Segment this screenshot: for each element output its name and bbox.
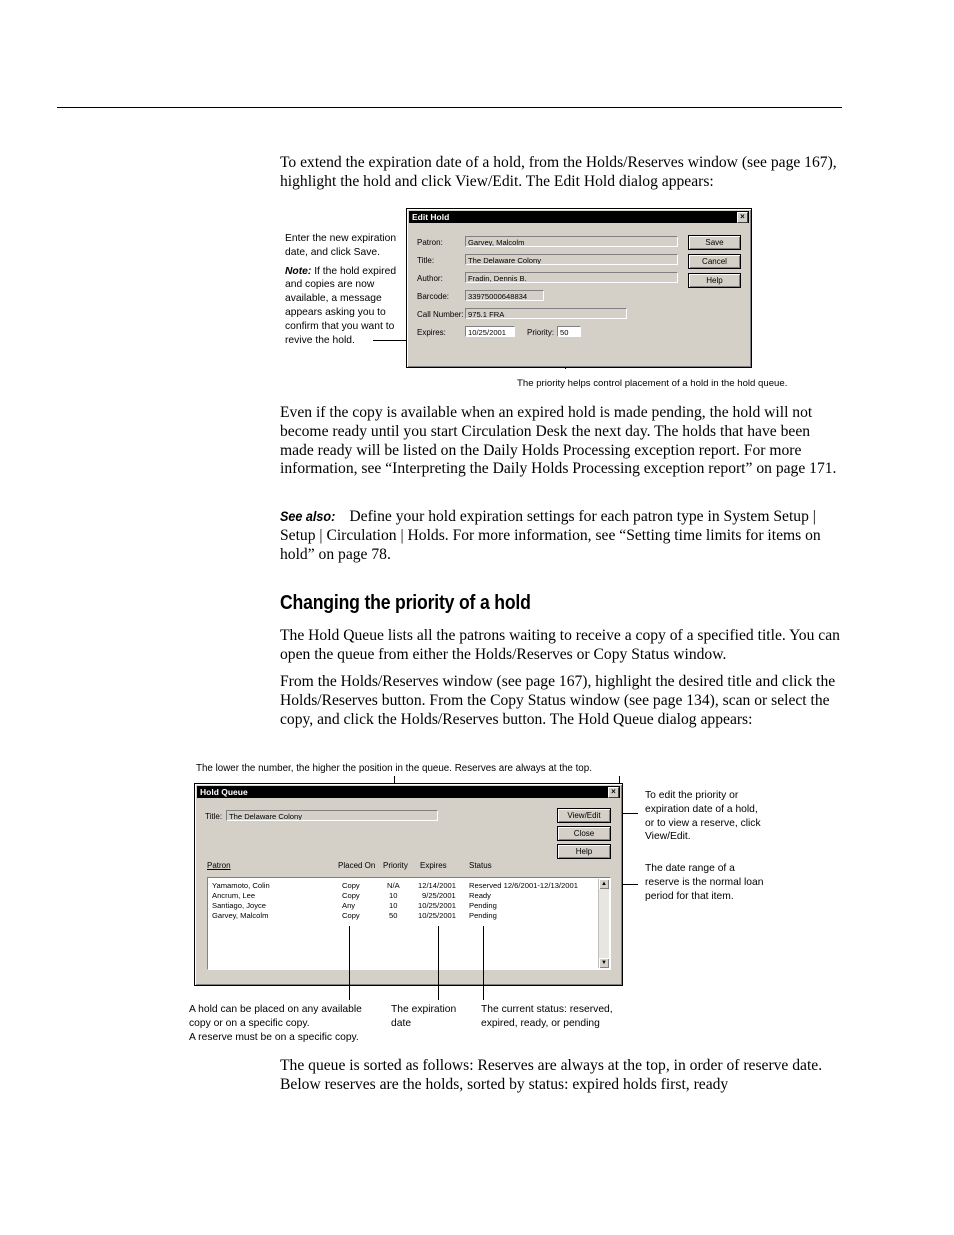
cell-status: Reserved 12/6/2001-12/13/2001: [469, 881, 578, 890]
column-header-patron[interactable]: Patron: [207, 861, 231, 870]
table-row[interactable]: [208, 891, 600, 901]
priority-input[interactable]: 50: [557, 326, 581, 337]
placed-on-callout-line-1: A hold can be placed on any available: [189, 1004, 362, 1015]
title-field: The Delaware Colony: [465, 254, 678, 265]
table-row[interactable]: [208, 881, 600, 891]
edit-hold-title: Edit Hold: [412, 212, 450, 222]
queue-position-callout: The lower the number, the higher the position in the queue. Reserves are always at the top.: [196, 763, 592, 774]
patron-label: Patron:: [417, 238, 443, 247]
cell-patron: Yamamoto, Colin: [212, 881, 270, 890]
intro-paragraph: To extend the expiration date of a hold, from the Holds/Reserves window (see page 167), highlight the hold and click View/Edit. The Edit Hold dialog appears:: [280, 154, 837, 190]
call-number-label: Call Number:: [417, 310, 464, 319]
edit-hold-titlebar: [409, 211, 749, 223]
cell-placed-on: Copy: [342, 891, 360, 900]
close-icon[interactable]: ×: [608, 787, 619, 798]
expires-input[interactable]: 10/25/2001: [465, 326, 515, 337]
header-rule: [57, 107, 842, 108]
cell-patron: Ancrum, Lee: [212, 891, 256, 900]
note-text: If the hold expired and copies are now available, a message appears asking you to confirm that you want to revive the hold.: [285, 265, 397, 346]
column-header-priority[interactable]: Priority: [383, 861, 408, 870]
hold-queue-title: Hold Queue: [200, 787, 248, 797]
see-also-text: Define your hold expiration settings for each patron type in System Setup | Setup | Circulation | Holds. For more information, see “Setting time limits for items on hold” on page 78.: [280, 508, 821, 563]
cell-expires: 9/25/2001: [422, 891, 456, 900]
paragraph-expired-hold: Even if the copy is available when an expired hold is made pending, the hold will not become ready until you start Circulation Desk the next day. The holds that have been made ready will be listed on the Daily Holds Processing exception report. For more information, see “Interpreting the Daily Holds Processing exception report” on page 171.: [280, 404, 837, 478]
cell-placed-on: Copy: [342, 911, 360, 920]
cell-priority: 50: [389, 911, 398, 920]
cell-patron: Garvey, Malcolm: [212, 911, 269, 920]
save-button[interactable]: Save: [688, 235, 741, 250]
column-header-placed-on[interactable]: Placed On: [338, 861, 376, 870]
table-row[interactable]: [208, 911, 600, 921]
cell-status: Pending: [469, 911, 497, 920]
priority-callout: The priority helps control placement of a hold in the hold queue.: [517, 378, 788, 389]
queue-title-label: Title:: [205, 812, 223, 821]
queue-title-field: The Delaware Colony: [226, 810, 438, 821]
help-button[interactable]: Help: [557, 844, 611, 859]
cell-placed-on: Any: [342, 901, 356, 910]
section-heading: Changing the priority of a hold: [280, 592, 531, 614]
paragraph-open-queue: From the Holds/Reserves window (see page 167), highlight the desired title and click the Holds/Reserves button. From the Copy Status window (see page 134), scan or select the copy, and click the Holds/Reserves button. The Hold Queue dialog appears:: [280, 673, 836, 728]
placed-on-callout: [189, 1003, 362, 1044]
placed-on-leader: [349, 926, 350, 1000]
see-also-label: See also:: [280, 508, 336, 524]
status-column-leader: [483, 926, 484, 1000]
barcode-field: 33975000648834: [465, 290, 544, 301]
expiration-callout: [285, 232, 403, 347]
help-button[interactable]: Help: [688, 273, 741, 288]
cell-priority: N/A: [387, 881, 400, 890]
see-also-paragraph: [280, 507, 845, 564]
cell-status: Pending: [469, 901, 497, 910]
date-range-callout: The date range of a reserve is the normal loan period for that item.: [645, 863, 764, 902]
close-icon[interactable]: ×: [737, 212, 748, 223]
scroll-down-icon[interactable]: ▼: [599, 958, 609, 968]
hold-queue-list[interactable]: [207, 877, 611, 970]
cell-priority: 10: [389, 901, 398, 910]
vertical-scrollbar[interactable]: [598, 879, 609, 968]
placed-on-callout-line-3: A reserve must be on a specific copy.: [189, 1031, 359, 1043]
title-label: Title:: [417, 256, 435, 265]
author-field: Fradin, Dennis B.: [465, 272, 678, 283]
scroll-up-icon[interactable]: ▲: [599, 879, 609, 889]
cell-patron: Santiago, Joyce: [212, 901, 267, 910]
hold-queue-dialog: [194, 783, 623, 986]
cell-expires: 10/25/2001: [418, 901, 457, 910]
view-edit-callout: To edit the priority or expiration date of a hold, or to view a reserve, click View/Edit.: [645, 790, 761, 843]
enter-expiration-text: Enter the new expiration date, and click Save.: [285, 233, 397, 258]
expires-column-leader: [438, 926, 439, 1000]
note-label: Note:: [285, 265, 312, 277]
column-header-status[interactable]: Status: [469, 861, 492, 870]
priority-label: Priority:: [527, 328, 555, 337]
expiration-date-callout: The expiration date: [391, 1004, 457, 1029]
view-edit-button[interactable]: View/Edit: [557, 808, 611, 823]
author-label: Author:: [417, 274, 443, 283]
cancel-button[interactable]: Cancel: [688, 254, 741, 269]
paragraph-hold-queue: The Hold Queue lists all the patrons waiting to receive a copy of a specified title. You can open the queue from either the Holds/Reserves or Copy Status window.: [280, 627, 840, 663]
edit-hold-dialog: [406, 208, 752, 368]
call-number-field: 975.1 FRA: [465, 308, 627, 319]
table-row[interactable]: [208, 901, 600, 911]
column-header-expires[interactable]: Expires: [420, 861, 447, 870]
paragraph-sorting: The queue is sorted as follows: Reserves are always at the top, in order of reserve date. Below reserves are the holds, sorted by status: expired holds first, ready: [280, 1057, 823, 1093]
note-block: [285, 265, 403, 348]
cell-priority: 10: [389, 891, 398, 900]
close-button[interactable]: Close: [557, 826, 611, 841]
placed-on-callout-line-2: copy or on a specific copy.: [189, 1017, 310, 1029]
status-callout: The current status: reserved, expired, ready, or pending: [481, 1004, 613, 1029]
barcode-label: Barcode:: [417, 292, 450, 301]
cell-expires: 12/14/2001: [418, 881, 457, 890]
cell-status: Ready: [469, 891, 491, 900]
hold-queue-titlebar: [197, 786, 620, 798]
cell-expires: 10/25/2001: [418, 911, 457, 920]
cell-placed-on: Copy: [342, 881, 360, 890]
patron-field: Garvey, Malcolm: [465, 236, 678, 247]
expires-label: Expires:: [417, 328, 446, 337]
